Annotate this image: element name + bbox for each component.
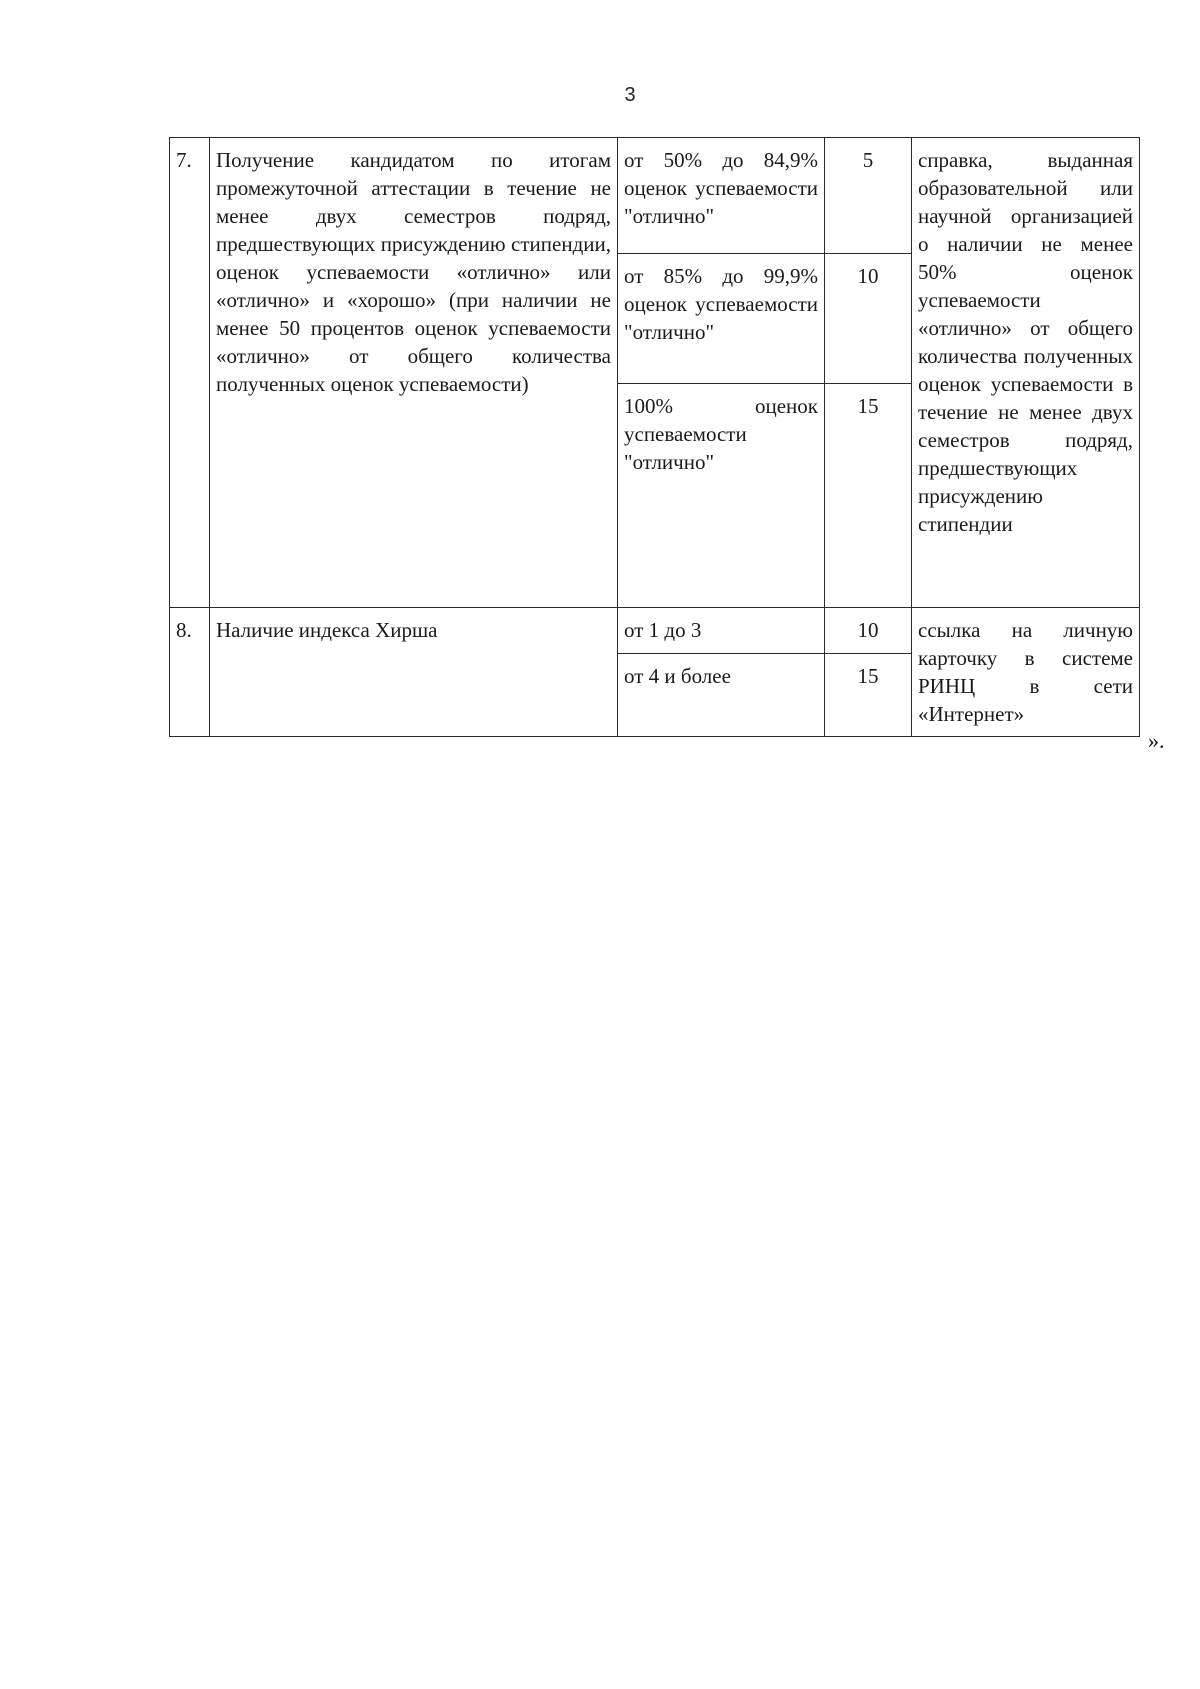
criterion-description: Получение кандидатом по итогам промежуточной аттестации в течение не менее двух семестров подряд, предшествующих присуждению стипендии, оценок успеваемости «отлично» или «отлично» и «хорошо» (при наличии не менее 50 процентов оценок успеваемости «отлично» от общего количества полученных оценок успеваемости) [210, 138, 618, 608]
range-label: от 50% до 84,9% оценок успеваемости "отлично" [618, 138, 825, 254]
points-value: 15 [825, 384, 912, 608]
criterion-description: Наличие индекса Хирша [210, 608, 618, 737]
confirming-document: ссылка на личную карточку в системе РИНЦ в сети «Интернет» [912, 608, 1140, 737]
points-value: 5 [825, 138, 912, 254]
range-label: от 4 и более [618, 654, 825, 737]
criteria-table [169, 137, 1140, 737]
table-row [170, 608, 1140, 654]
points-value: 15 [825, 654, 912, 737]
row-number: 8. [170, 608, 210, 737]
confirming-document: справка, выданная образовательной или научной организацией о наличии не менее 50% оценок успеваемости «отлично» от общего количества полученных оценок успеваемости в течение не менее двух семестров подряд, предшествующих присуждению стипендии [912, 138, 1140, 608]
range-label: 100% оценок успеваемости "отлично" [618, 384, 825, 608]
points-value: 10 [825, 254, 912, 384]
points-value: 10 [825, 608, 912, 654]
row-number: 7. [170, 138, 210, 608]
page-number: 3 [624, 84, 636, 106]
range-label: от 85% до 99,9% оценок успеваемости "отлично" [618, 254, 825, 384]
table-row [170, 138, 1140, 254]
range-label: от 1 до 3 [618, 608, 825, 654]
closing-quote: ». [1148, 728, 1165, 753]
